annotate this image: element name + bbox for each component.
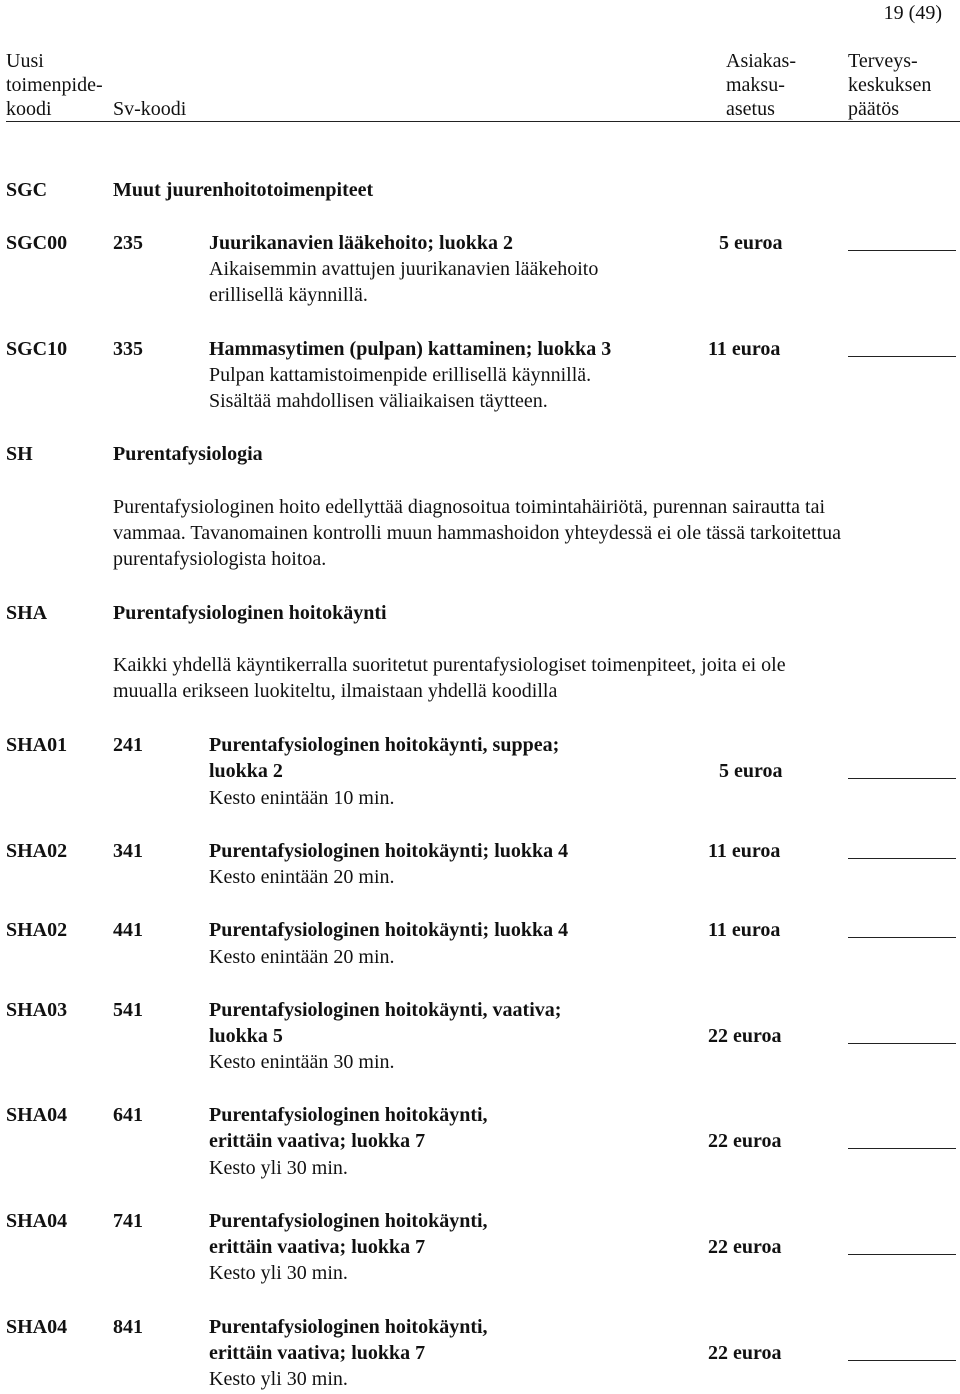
entry-code: SHA02 bbox=[6, 840, 68, 862]
entry-title-line2: luokka 2 bbox=[209, 760, 283, 782]
section-code-sh: SH bbox=[6, 443, 33, 465]
section-code-sha: SHA bbox=[6, 602, 48, 624]
decision-blank-line bbox=[848, 1148, 956, 1149]
entry-title-line1: Juurikanavien lääkehoito; luokka 2 bbox=[209, 232, 513, 254]
entry-code: SHA04 bbox=[6, 1104, 68, 1126]
entry-code: SHA03 bbox=[6, 999, 68, 1021]
header-col-new-code-line1: Uusi bbox=[6, 50, 44, 72]
decision-blank-line bbox=[848, 1043, 956, 1044]
entry-code: SHA04 bbox=[6, 1210, 68, 1232]
entry-note-line1: Kesto enintään 30 min. bbox=[209, 1051, 395, 1073]
entry-sv-code: 341 bbox=[113, 840, 143, 862]
entry-sv-code: 741 bbox=[113, 1210, 143, 1232]
section-description-sh-line2: vammaa. Tavanomainen kontrolli muun hammashoidon yhteydessä ei ole tässä tarkoitettua bbox=[113, 522, 842, 544]
entry-title-line2: erittäin vaativa; luokka 7 bbox=[209, 1236, 426, 1258]
entry-note-line1: Kesto yli 30 min. bbox=[209, 1368, 348, 1390]
section-description-sh-line1: Purentafysiologinen hoito edellyttää diagnosoitua toimintahäiriötä, purennan sairautta tai bbox=[113, 496, 826, 518]
header-col-sv-code: Sv-koodi bbox=[113, 98, 187, 120]
entry-sv-code: 841 bbox=[113, 1316, 143, 1338]
header-divider bbox=[6, 121, 960, 122]
entry-fee: 22 euroa bbox=[708, 1342, 782, 1364]
entry-note-line1: Aikaisemmin avattujen juurikanavien lääkehoito bbox=[209, 258, 599, 280]
page-number: 19 (49) bbox=[883, 2, 942, 24]
section-title-sha: Purentafysiologinen hoitokäynti bbox=[113, 602, 387, 624]
entry-title-line1: Purentafysiologinen hoitokäynti, bbox=[209, 1210, 488, 1232]
entry-code: SGC00 bbox=[6, 232, 68, 254]
header-col-new-code-line3: koodi bbox=[6, 98, 52, 120]
entry-note-line1: Kesto enintään 10 min. bbox=[209, 787, 395, 809]
entry-title-line1: Purentafysiologinen hoitokäynti, bbox=[209, 1316, 488, 1338]
entry-note-line2: erillisellä käynnillä. bbox=[209, 284, 368, 306]
header-col-fee-decree-line3: asetus bbox=[726, 98, 775, 120]
decision-blank-line bbox=[848, 356, 956, 357]
entry-code: SHA01 bbox=[6, 734, 68, 756]
entry-sv-code: 641 bbox=[113, 1104, 143, 1126]
decision-blank-line bbox=[848, 937, 956, 938]
entry-title-line2: luokka 5 bbox=[209, 1025, 283, 1047]
decision-blank-line bbox=[848, 858, 956, 859]
entry-title-line1: Purentafysiologinen hoitokäynti, suppea; bbox=[209, 734, 560, 756]
header-col-new-code-line2: toimenpide- bbox=[6, 74, 103, 96]
entry-code: SHA04 bbox=[6, 1316, 68, 1338]
entry-fee: 11 euroa bbox=[708, 919, 781, 941]
entry-title-line1: Purentafysiologinen hoitokäynti; luokka 4 bbox=[209, 840, 569, 862]
section-description-sha-line2: muualla erikseen luokiteltu, ilmaistaan yhdellä koodilla bbox=[113, 680, 558, 702]
entry-fee: 22 euroa bbox=[708, 1130, 782, 1152]
entry-fee: 11 euroa bbox=[708, 338, 781, 360]
entry-fee: 11 euroa bbox=[708, 840, 781, 862]
header-col-decision-line2: keskuksen bbox=[848, 74, 932, 96]
entry-code: SHA02 bbox=[6, 919, 68, 941]
entry-title-line1: Hammasytimen (pulpan) kattaminen; luokka 3 bbox=[209, 338, 612, 360]
entry-title-line1: Purentafysiologinen hoitokäynti; luokka 4 bbox=[209, 919, 569, 941]
entry-note-line1: Kesto yli 30 min. bbox=[209, 1262, 348, 1284]
header-col-fee-decree-line2: maksu- bbox=[726, 74, 785, 96]
entry-sv-code: 235 bbox=[113, 232, 143, 254]
header-col-decision-line1: Terveys- bbox=[848, 50, 918, 72]
decision-blank-line bbox=[848, 250, 956, 251]
entry-fee: 22 euroa bbox=[708, 1236, 782, 1258]
entry-title-line1: Purentafysiologinen hoitokäynti, bbox=[209, 1104, 488, 1126]
entry-sv-code: 241 bbox=[113, 734, 143, 756]
entry-title-line1: Purentafysiologinen hoitokäynti, vaativa; bbox=[209, 999, 562, 1021]
section-description-sha-line1: Kaikki yhdellä käyntikerralla suoritetut purentafysiologiset toimenpiteet, joita ei ole bbox=[113, 654, 786, 676]
entry-title-line2: erittäin vaativa; luokka 7 bbox=[209, 1342, 426, 1364]
section-title-sgc: Muut juurenhoitotoimenpiteet bbox=[113, 179, 374, 201]
entry-note-line2: Sisältää mahdollisen väliaikaisen täytteen. bbox=[209, 390, 548, 412]
decision-blank-line bbox=[848, 1254, 956, 1255]
entry-sv-code: 335 bbox=[113, 338, 143, 360]
section-title-sh: Purentafysiologia bbox=[113, 443, 263, 465]
entry-fee: 22 euroa bbox=[708, 1025, 782, 1047]
entry-note-line1: Kesto yli 30 min. bbox=[209, 1157, 348, 1179]
entry-fee: 5 euroa bbox=[719, 232, 783, 254]
header-col-fee-decree-line1: Asiakas- bbox=[726, 50, 796, 72]
section-code-sgc: SGC bbox=[6, 179, 48, 201]
entry-note-line1: Kesto enintään 20 min. bbox=[209, 946, 395, 968]
entry-note-line1: Pulpan kattamistoimenpide erillisellä käynnillä. bbox=[209, 364, 592, 386]
decision-blank-line bbox=[848, 1360, 956, 1361]
header-col-decision-line3: päätös bbox=[848, 98, 900, 120]
decision-blank-line bbox=[848, 778, 956, 779]
entry-sv-code: 441 bbox=[113, 919, 143, 941]
entry-code: SGC10 bbox=[6, 338, 68, 360]
entry-note-line1: Kesto enintään 20 min. bbox=[209, 866, 395, 888]
entry-sv-code: 541 bbox=[113, 999, 143, 1021]
section-description-sh-line3: purentafysiologista hoitoa. bbox=[113, 548, 327, 570]
entry-fee: 5 euroa bbox=[719, 760, 783, 782]
entry-title-line2: erittäin vaativa; luokka 7 bbox=[209, 1130, 426, 1152]
